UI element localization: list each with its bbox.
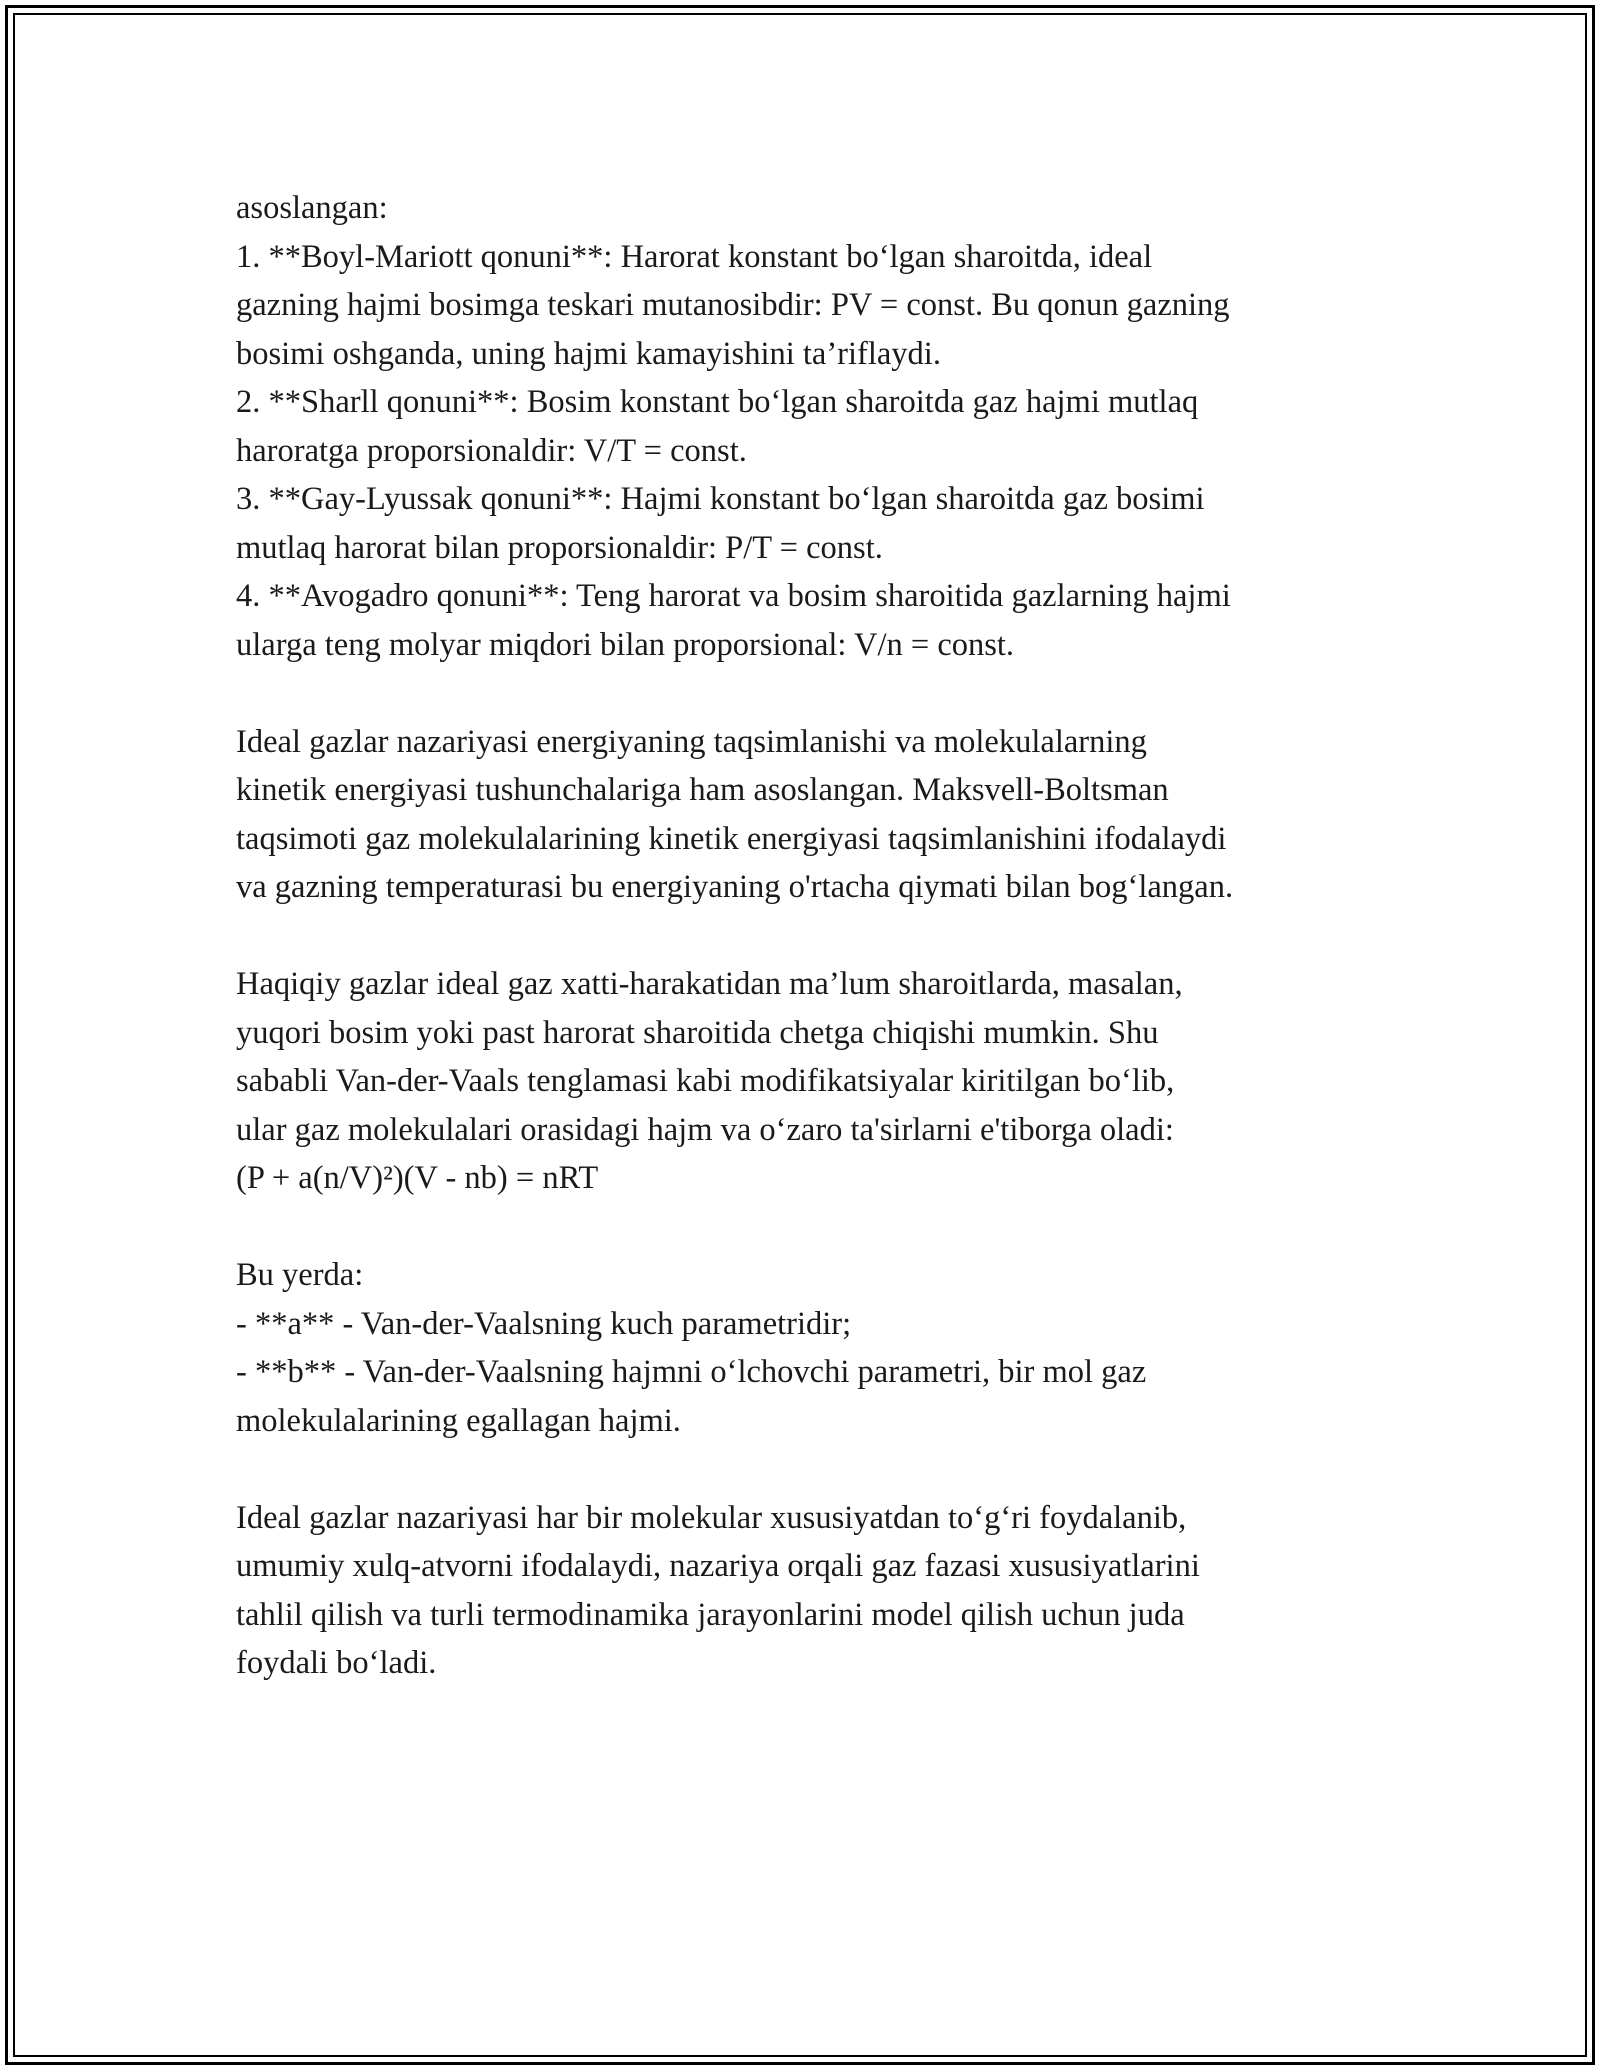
text-line: foydali bo‘ladi. bbox=[236, 1645, 437, 1681]
text-line: Ideal gazlar nazariyasi energiyaning taqsimlanishi va molekulalarning bbox=[236, 723, 1147, 760]
paragraph-gap bbox=[236, 669, 1416, 718]
text-line: Ideal gazlar nazariyasi har bir molekular xususiyatdan to‘g‘ri foydalanib, bbox=[236, 1499, 1187, 1536]
text-line: gazning hajmi bosimga teskari mutanosibdir: PV = const. Bu qonun gazning bbox=[236, 287, 1230, 323]
text-line: kinetik energiyasi tushunchalariga ham asoslangan. Maksvell-Boltsman bbox=[236, 772, 1169, 808]
document-body bbox=[236, 184, 1416, 1688]
text-line: asoslangan: bbox=[236, 190, 388, 226]
list-item-avogadro-law: 4. **Avogadro qonuni**: Teng harorat va bosim sharoitida gazlarning hajmi bbox=[236, 578, 1231, 614]
paragraph-conclusion bbox=[236, 1494, 1416, 1688]
text-line: bosimi oshganda, uning hajmi kamayishini ta’riflaydi. bbox=[236, 335, 941, 372]
gas-laws-list bbox=[236, 184, 1416, 669]
text-line: Haqiqiy gazlar ideal gaz xatti-harakatidan ma’lum sharoitlarda, masalan, bbox=[236, 966, 1183, 1002]
text-line: ularga teng molyar miqdori bilan proporsional: V/n = const. bbox=[236, 626, 1015, 663]
paragraph-gap bbox=[236, 912, 1416, 961]
text-line: mutlaq harorat bilan proporsionaldir: P/T = const. bbox=[236, 529, 883, 566]
parameter-definitions bbox=[236, 1251, 1416, 1445]
van-der-waals-equation: (P + a(n/V)²)(V - nb) = nRT bbox=[236, 1160, 599, 1196]
text-line: taqsimoti gaz molekulalarining kinetik energiyasi taqsimlanishini ifodalaydi bbox=[236, 820, 1227, 857]
text-line: va gazning temperaturasi bu energiyaning o'rtacha qiymati bilan bog‘langan. bbox=[236, 869, 1234, 905]
text-line: Bu yerda: bbox=[236, 1257, 364, 1293]
text-line: sababli Van-der-Vaals tenglamasi kabi modifikatsiyalar kiritilgan bo‘lib, bbox=[236, 1063, 1175, 1099]
paragraph-gap bbox=[236, 1203, 1416, 1252]
list-item-boyle-law: 1. **Boyl-Mariott qonuni**: Harorat konstant bo‘lgan sharoitda, ideal bbox=[236, 238, 1153, 275]
text-line: umumiy xulq-atvorni ifodalaydi, nazariya orqali gaz fazasi xususiyatlarini bbox=[236, 1548, 1200, 1584]
list-item-parameter-a: - **a** - Van-der-Vaalsning kuch parametridir; bbox=[236, 1305, 852, 1342]
list-item-parameter-b: - **b** - Van-der-Vaalsning hajmni o‘lchovchi parametri, bir mol gaz bbox=[236, 1354, 1147, 1390]
text-line: haroratga proporsionaldir: V/T = const. bbox=[236, 432, 747, 469]
text-line: tahlil qilish va turli termodinamika jarayonlarini model qilish uchun juda bbox=[236, 1596, 1185, 1633]
list-item-charles-law: 2. **Sharll qonuni**: Bosim konstant bo‘lgan sharoitda gaz hajmi mutlaq bbox=[236, 384, 1199, 420]
text-line: molekulalarining egallagan hajmi. bbox=[236, 1402, 681, 1439]
paragraph-maxwell-boltzmann bbox=[236, 718, 1416, 912]
text-line: yuqori bosim yoki past harorat sharoitida chetga chiqishi mumkin. Shu bbox=[236, 1014, 1159, 1051]
paragraph-real-gases bbox=[236, 960, 1416, 1203]
paragraph-gap bbox=[236, 1445, 1416, 1494]
list-item-gay-lussac-law: 3. **Gay-Lyussak qonuni**: Hajmi konstant bo‘lgan sharoitda gaz bosimi bbox=[236, 481, 1205, 517]
text-line: ular gaz molekulalari orasidagi hajm va o‘zaro ta'sirlarni e'tiborga oladi: bbox=[236, 1111, 1174, 1148]
